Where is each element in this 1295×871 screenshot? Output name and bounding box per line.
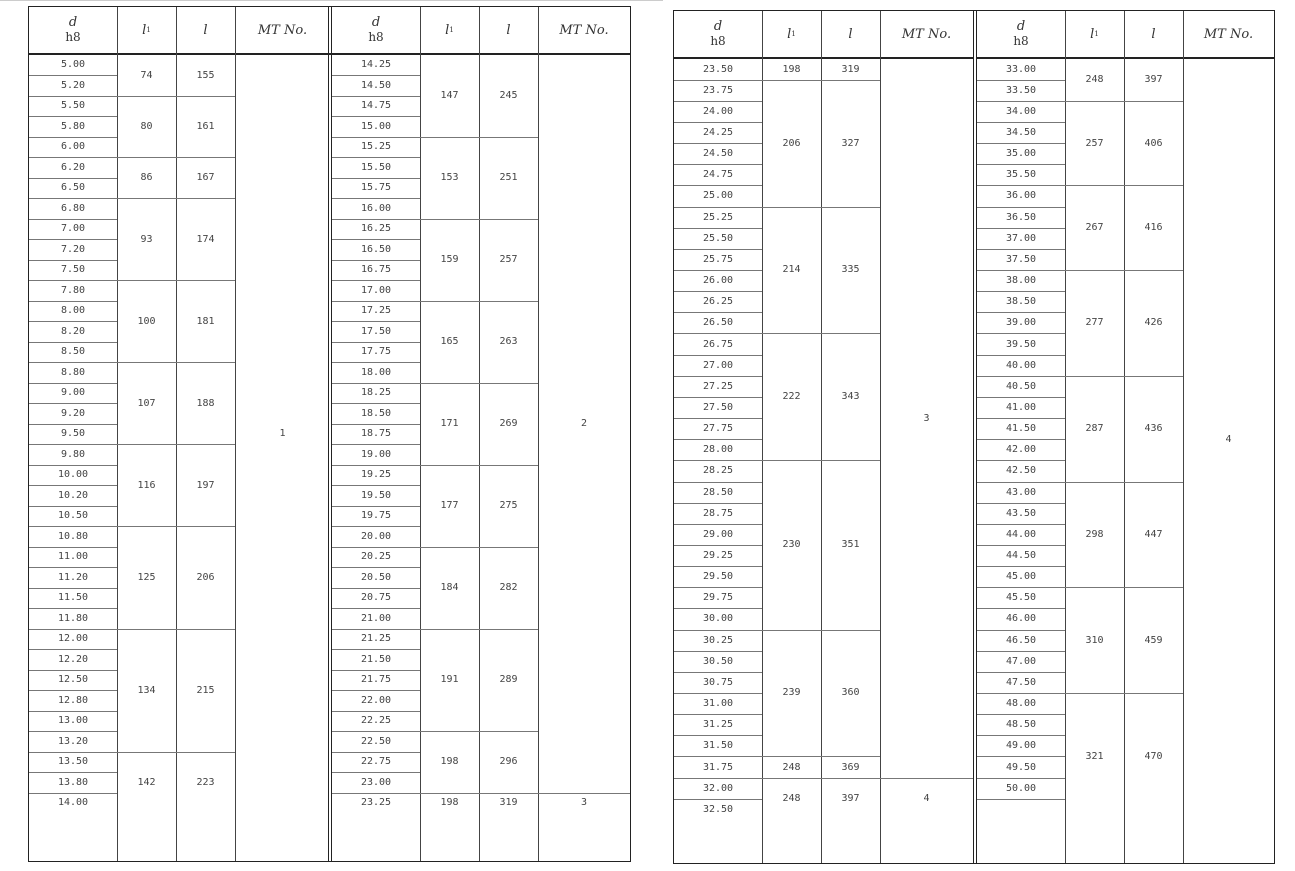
diameter-cell: 36.00 <box>1005 190 1037 202</box>
total-length-cell: 197 <box>196 479 215 491</box>
diameter-cell: 7.20 <box>60 243 86 255</box>
header-h8-tolerance: h8 <box>710 34 726 48</box>
diameter-cell: 47.00 <box>1005 655 1037 667</box>
diameter-cell: 16.75 <box>360 264 392 276</box>
diameter-cell: 6.20 <box>60 161 86 173</box>
diameter-cell: 16.00 <box>360 202 392 214</box>
diameter-cell: 34.50 <box>1005 127 1037 138</box>
header-l1 <box>420 7 479 53</box>
l1-length-cell: 171 <box>440 418 459 429</box>
header-d <box>29 7 117 53</box>
diameter-cell: 35.00 <box>1005 148 1037 160</box>
diameter-cell: 10.80 <box>57 530 89 542</box>
diameter-cell: 46.00 <box>1005 613 1037 625</box>
diameter-cell: 8.80 <box>60 366 86 378</box>
diameter-cell: 26.50 <box>702 317 734 329</box>
diameter-cell: 26.00 <box>702 275 734 287</box>
diameter-cell: 39.50 <box>1005 338 1037 350</box>
diameter-cell: 34.00 <box>1005 105 1037 117</box>
l1-length-cell: 214 <box>782 264 801 276</box>
diameter-cell: 44.00 <box>1005 528 1037 540</box>
header-l1-subscript: 1 <box>449 25 454 34</box>
diameter-cell: 40.50 <box>1005 380 1037 392</box>
l1-length-cell: 198 <box>440 797 459 809</box>
diameter-cell: 5.20 <box>60 79 86 91</box>
header-l-symbol: l <box>1151 26 1156 42</box>
diameter-cell: 27.50 <box>702 401 734 413</box>
total-length-cell: 296 <box>499 756 518 768</box>
total-length-cell: 275 <box>499 500 518 511</box>
diameter-cell: 14.50 <box>360 79 392 91</box>
diameter-cell: 20.75 <box>360 592 392 604</box>
l1-length-cell: 142 <box>137 776 156 788</box>
total-length-cell: 257 <box>499 254 518 265</box>
diameter-cell: 17.00 <box>360 284 392 296</box>
page-top-rule <box>0 0 663 1</box>
diameter-cell: 10.00 <box>57 469 89 481</box>
diameter-cell: 15.50 <box>360 161 392 173</box>
diameter-cell: 24.00 <box>702 105 734 117</box>
diameter-cell: 12.50 <box>57 674 89 686</box>
l1-length-cell: 257 <box>1085 137 1104 149</box>
header-l <box>821 11 880 57</box>
total-length-cell: 289 <box>499 674 518 686</box>
header-h8-tolerance: h8 <box>1013 34 1029 48</box>
l1-length-cell: 310 <box>1085 634 1104 646</box>
total-length-cell: 215 <box>196 684 215 696</box>
header-l1 <box>117 7 176 53</box>
diameter-cell: 41.00 <box>1005 401 1037 413</box>
diameter-cell: 22.50 <box>360 735 392 747</box>
diameter-cell: 43.00 <box>1005 486 1037 498</box>
morse-taper-cell: 1 <box>279 428 286 440</box>
diameter-cell: 15.00 <box>360 120 392 132</box>
diameter-cell: 9.80 <box>60 448 86 460</box>
diameter-cell: 33.50 <box>1005 84 1037 96</box>
total-length-cell: 188 <box>196 397 215 409</box>
diameter-cell: 11.50 <box>57 592 89 604</box>
header-d <box>332 7 420 53</box>
diameter-cell: 21.75 <box>360 674 392 686</box>
diameter-cell: 35.50 <box>1005 169 1037 181</box>
diameter-cell: 19.25 <box>360 469 392 481</box>
diameter-cell: 16.50 <box>360 243 392 255</box>
diameter-cell: 9.20 <box>60 407 86 419</box>
diameter-cell: 29.50 <box>702 571 734 583</box>
diameter-cell: 32.00 <box>702 782 734 794</box>
diameter-cell: 27.00 <box>702 359 734 371</box>
diameter-cell: 26.25 <box>702 296 734 308</box>
diameter-cell: 18.75 <box>360 428 392 440</box>
diameter-cell: 29.00 <box>702 528 734 540</box>
diameter-cell: 42.00 <box>1005 444 1037 456</box>
l1-length-cell: 93 <box>140 233 153 245</box>
header-mt-no-label: MT No. <box>559 22 609 38</box>
diameter-cell: 22.25 <box>360 715 392 727</box>
diameter-cell: 49.50 <box>1005 761 1037 773</box>
l1-length-cell: 287 <box>1085 423 1104 435</box>
header-l <box>176 7 235 53</box>
diameter-cell: 11.20 <box>57 571 89 583</box>
diameter-cell: 37.50 <box>1005 253 1037 265</box>
header-mt-no <box>1183 11 1274 57</box>
diameter-cell: 17.25 <box>360 305 392 317</box>
diameter-cell: 22.75 <box>360 756 392 768</box>
l1-length-cell: 80 <box>140 120 153 132</box>
l1-length-cell: 321 <box>1085 750 1104 762</box>
diameter-cell: 14.00 <box>57 797 89 809</box>
diameter-cell: 44.50 <box>1005 550 1037 561</box>
header-d-symbol: d <box>371 15 381 30</box>
diameter-cell: 8.20 <box>60 325 86 337</box>
diameter-cell: 6.80 <box>60 202 86 214</box>
diameter-cell: 31.75 <box>702 761 734 773</box>
l1-length-cell: 165 <box>440 336 459 347</box>
diameter-cell: 38.50 <box>1005 296 1037 308</box>
header-h8-tolerance: h8 <box>368 30 384 44</box>
diameter-cell: 8.00 <box>60 305 86 317</box>
table-section-4 <box>977 11 1274 863</box>
diameter-cell: 37.00 <box>1005 232 1037 244</box>
total-length-cell: 343 <box>841 391 860 403</box>
morse-taper-cell: 2 <box>580 418 588 429</box>
diameter-cell: 27.75 <box>702 423 734 435</box>
l1-length-cell: 177 <box>440 500 459 511</box>
total-length-cell: 447 <box>1144 528 1163 540</box>
diameter-cell: 19.00 <box>360 448 392 460</box>
diameter-cell: 14.75 <box>360 100 392 112</box>
diameter-cell: 28.75 <box>702 507 734 519</box>
header-l1-subscript: 1 <box>1094 29 1099 38</box>
diameter-cell: 9.00 <box>60 387 86 399</box>
total-length-cell: 351 <box>841 539 860 551</box>
total-length-cell: 269 <box>499 418 518 429</box>
morse-taper-cell: 4 <box>1225 433 1232 445</box>
diameter-cell: 13.20 <box>57 735 89 747</box>
l1-length-cell: 239 <box>782 687 801 699</box>
diameter-cell: 18.00 <box>360 366 392 378</box>
diameter-cell: 21.50 <box>360 653 392 665</box>
header-mt-no-label: MT No. <box>1203 26 1254 42</box>
diameter-cell: 24.75 <box>702 169 734 181</box>
l1-length-cell: 125 <box>137 571 156 583</box>
total-length-cell: 245 <box>499 90 518 101</box>
diameter-cell: 30.25 <box>702 634 734 646</box>
diameter-cell: 13.00 <box>57 715 89 727</box>
diameter-cell: 23.50 <box>702 63 734 75</box>
diameter-cell: 5.80 <box>60 120 86 132</box>
table-section-2 <box>332 7 630 861</box>
l1-length-cell: 116 <box>137 479 156 491</box>
diameter-cell: 45.50 <box>1005 592 1037 604</box>
l1-length-cell: 153 <box>440 172 459 183</box>
diameter-cell: 16.25 <box>360 223 392 235</box>
total-length-cell: 282 <box>499 582 518 593</box>
header-l1 <box>1065 11 1124 57</box>
diameter-cell: 26.75 <box>702 338 734 350</box>
diameter-cell: 48.00 <box>1005 698 1037 710</box>
diameter-cell: 21.25 <box>360 633 392 645</box>
diameter-cell: 42.50 <box>1005 465 1037 477</box>
diameter-cell: 40.00 <box>1005 359 1037 371</box>
l1-length-cell: 222 <box>782 391 801 403</box>
diameter-cell: 27.25 <box>702 380 734 392</box>
total-length-cell: 426 <box>1144 317 1163 329</box>
diameter-cell: 20.25 <box>360 551 392 563</box>
diameter-cell: 15.75 <box>360 182 392 194</box>
diameter-cell: 39.00 <box>1005 317 1037 329</box>
diameter-cell: 31.00 <box>702 698 734 710</box>
total-length-cell: 251 <box>499 172 518 183</box>
diameter-cell: 23.75 <box>702 84 734 96</box>
l1-length-cell: 86 <box>140 172 153 183</box>
diameter-cell: 49.00 <box>1005 740 1037 752</box>
diameter-cell: 5.50 <box>60 100 86 112</box>
diameter-cell: 22.00 <box>360 694 392 706</box>
diameter-cell: 29.25 <box>702 550 734 561</box>
table-section-3 <box>674 11 973 863</box>
l1-length-cell: 159 <box>440 254 459 265</box>
l1-length-cell: 184 <box>440 582 459 593</box>
diameter-cell: 24.25 <box>702 127 734 138</box>
diameter-cell: 18.25 <box>360 387 392 399</box>
total-length-cell: 335 <box>841 264 860 276</box>
total-length-cell: 319 <box>499 797 518 809</box>
diameter-cell: 17.75 <box>360 346 392 358</box>
total-length-cell: 155 <box>196 69 215 81</box>
diameter-cell: 18.50 <box>360 407 392 419</box>
total-length-cell: 181 <box>196 315 215 327</box>
diameter-cell: 23.25 <box>360 797 392 809</box>
table-sheet-left <box>28 6 631 862</box>
header-l1-symbol: l <box>1090 26 1095 42</box>
header-l1-symbol: l <box>787 26 792 42</box>
diameter-cell: 48.50 <box>1005 719 1037 731</box>
diameter-cell: 11.00 <box>57 551 89 563</box>
l1-length-cell: 147 <box>440 90 459 101</box>
header-l1-symbol: l <box>142 22 147 38</box>
diameter-cell: 25.50 <box>702 232 734 244</box>
header-l-symbol: l <box>848 26 853 42</box>
total-length-cell: 436 <box>1144 423 1163 435</box>
l1-length-cell: 298 <box>1085 528 1104 540</box>
diameter-cell: 13.80 <box>57 776 89 788</box>
l1-length-cell: 248 <box>782 761 801 773</box>
diameter-cell: 45.00 <box>1005 571 1037 583</box>
diameter-cell: 28.25 <box>702 465 734 477</box>
header-l1-subscript: 1 <box>791 29 796 38</box>
diameter-cell: 19.75 <box>360 510 392 522</box>
diameter-cell: 20.50 <box>360 571 392 583</box>
diameter-cell: 9.50 <box>60 428 86 440</box>
total-length-cell: 167 <box>196 172 215 183</box>
diameter-cell: 29.75 <box>702 592 734 604</box>
diameter-cell: 19.50 <box>360 489 392 501</box>
diameter-cell: 24.50 <box>702 148 734 160</box>
header-l1 <box>762 11 821 57</box>
diameter-cell: 6.00 <box>60 141 86 153</box>
diameter-cell: 30.00 <box>702 613 734 625</box>
diameter-cell: 43.50 <box>1005 507 1037 519</box>
diameter-cell: 41.50 <box>1005 423 1037 435</box>
total-length-cell: 397 <box>841 793 860 805</box>
diameter-cell: 12.00 <box>57 633 89 645</box>
diameter-cell: 31.25 <box>702 719 734 731</box>
total-length-cell: 406 <box>1144 137 1163 149</box>
total-length-cell: 223 <box>196 776 215 788</box>
l1-length-cell: 248 <box>1085 74 1104 86</box>
l1-length-cell: 100 <box>137 315 156 327</box>
morse-taper-cell: 3 <box>923 412 930 424</box>
total-length-cell: 397 <box>1144 74 1163 86</box>
header-l1-subscript: 1 <box>146 25 151 34</box>
morse-taper-cell: 4 <box>923 793 930 805</box>
header-mt-no <box>880 11 973 57</box>
total-length-cell: 327 <box>841 137 860 149</box>
diameter-cell: 10.50 <box>57 510 89 522</box>
diameter-cell: 28.00 <box>702 444 734 456</box>
diameter-cell: 7.00 <box>60 223 86 235</box>
header-mt-no-label: MT No. <box>257 22 308 38</box>
table-sheet-right <box>673 10 1275 864</box>
header-d-symbol: d <box>68 15 78 30</box>
diameter-cell: 12.20 <box>57 653 89 665</box>
diameter-cell <box>977 799 1065 820</box>
total-length-cell: 470 <box>1144 750 1163 762</box>
diameter-cell: 17.50 <box>360 325 392 337</box>
header-mt-no-label: MT No. <box>901 26 952 42</box>
l1-length-cell: 248 <box>782 793 801 805</box>
header-l <box>479 7 538 53</box>
l1-length-cell: 267 <box>1085 222 1104 234</box>
total-length-cell: 174 <box>196 233 215 245</box>
header-d-symbol: d <box>713 19 723 34</box>
l1-length-cell: 134 <box>137 684 156 696</box>
diameter-cell: 11.80 <box>57 612 89 624</box>
diameter-cell: 23.00 <box>360 776 392 788</box>
l1-length-cell: 191 <box>440 674 459 686</box>
header-l1-symbol: l <box>445 22 450 38</box>
table-section-1 <box>29 7 331 861</box>
total-length-cell: 416 <box>1144 222 1163 234</box>
diameter-cell: 46.50 <box>1005 634 1037 646</box>
diameter-cell: 50.00 <box>1005 782 1037 794</box>
diameter-cell: 25.75 <box>702 253 734 265</box>
l1-length-cell: 277 <box>1085 317 1104 329</box>
header-h8-tolerance: h8 <box>65 30 81 44</box>
total-length-cell: 319 <box>841 63 860 75</box>
diameter-cell: 33.00 <box>1005 63 1037 75</box>
l1-length-cell: 107 <box>137 397 156 409</box>
diameter-cell: 6.50 <box>60 182 86 194</box>
total-length-cell: 206 <box>196 571 215 583</box>
diameter-cell: 14.25 <box>360 59 392 71</box>
diameter-cell: 32.50 <box>702 803 734 815</box>
header-mt-no <box>235 7 330 53</box>
diameter-cell: 13.50 <box>57 756 89 768</box>
diameter-cell: 7.50 <box>60 264 86 276</box>
total-length-cell: 459 <box>1144 634 1163 646</box>
header-l <box>1124 11 1183 57</box>
diameter-cell: 5.00 <box>60 59 86 71</box>
diameter-cell: 15.25 <box>360 141 392 153</box>
diameter-cell: 8.50 <box>60 346 86 358</box>
total-length-cell: 360 <box>841 687 860 699</box>
l1-length-cell: 198 <box>440 756 459 768</box>
l1-length-cell: 230 <box>782 539 801 551</box>
total-length-cell: 263 <box>499 336 518 347</box>
diameter-cell: 10.20 <box>57 489 89 501</box>
diameter-cell: 47.50 <box>1005 676 1037 688</box>
diameter-cell: 25.25 <box>702 211 734 223</box>
diameter-cell: 36.50 <box>1005 211 1037 223</box>
diameter-cell: 30.50 <box>702 655 734 667</box>
diameter-cell: 7.80 <box>60 284 86 296</box>
diameter-cell: 12.80 <box>57 694 89 706</box>
l1-length-cell: 198 <box>782 63 801 75</box>
header-l-symbol: l <box>506 22 511 38</box>
header-mt-no <box>538 7 630 53</box>
diameter-cell: 25.00 <box>702 190 734 202</box>
diameter-cell: 28.50 <box>702 486 734 498</box>
header-d <box>977 11 1065 57</box>
header-d-symbol: d <box>1016 19 1026 34</box>
total-length-cell: 369 <box>841 761 860 773</box>
morse-taper-cell: 3 <box>580 797 588 809</box>
total-length-cell: 161 <box>196 120 215 132</box>
header-d <box>674 11 762 57</box>
diameter-cell: 38.00 <box>1005 275 1037 287</box>
diameter-cell: 20.00 <box>360 530 392 542</box>
l1-length-cell: 206 <box>782 137 801 149</box>
diameter-cell: 31.50 <box>702 740 734 752</box>
diameter-cell: 21.00 <box>360 612 392 624</box>
l1-length-cell: 74 <box>140 69 153 81</box>
diameter-cell: 30.75 <box>702 676 734 688</box>
header-l-symbol: l <box>203 22 208 38</box>
